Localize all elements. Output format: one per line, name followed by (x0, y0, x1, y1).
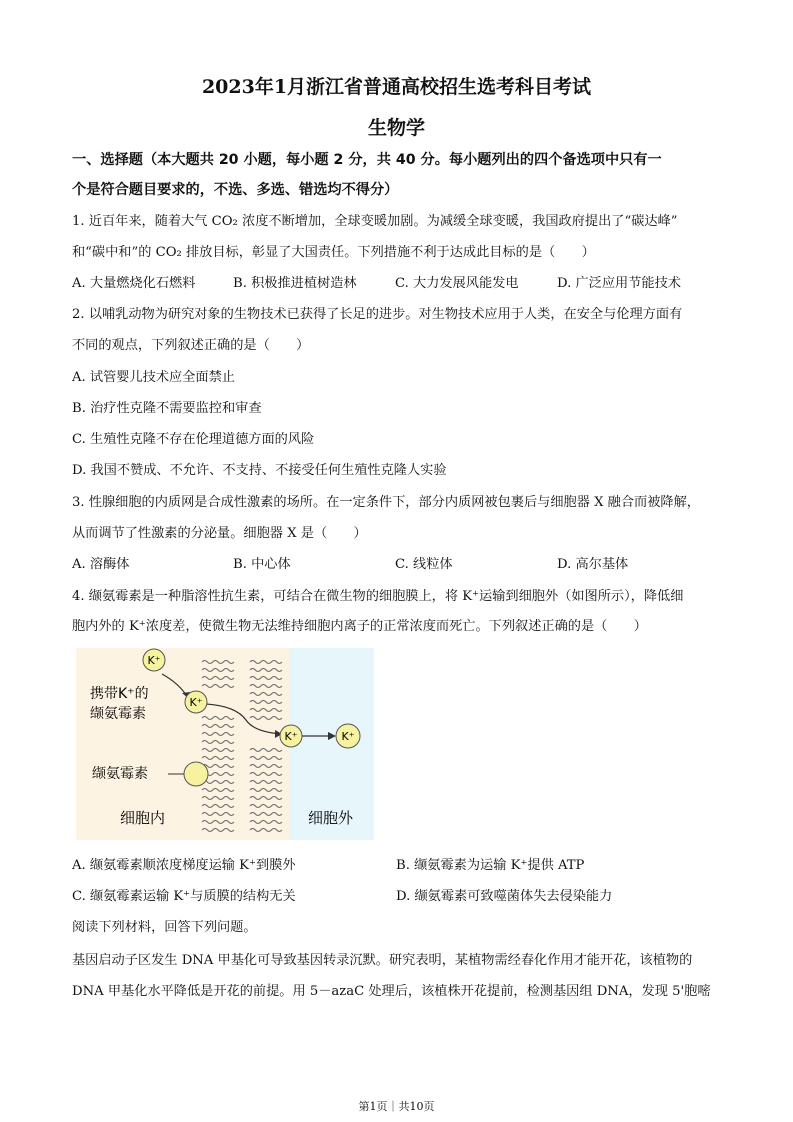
section-heading-line2: 个是符合题目要求的，不选、多选、错选均不得分） (72, 182, 399, 198)
carrier-with-potassium-ion (185, 691, 207, 713)
q4-option-b: B. 缬氨霉素为运输 K⁺提供 ATP (396, 858, 585, 873)
q1-option-b: B. 积极推进植树造林 (233, 276, 357, 291)
q1-stem-line1: 1. 近百年来，随着大气 CO₂ 浓度不断增加，全球变暖加剧。为减缓全球变暖，我国政府提出了“碳达峰” (72, 214, 678, 229)
q4-stem-line2: 胞内外的 K⁺浓度差，使微生物无法维持细胞内离子的正常浓度而死亡。下列叙述正确的是（ ） (72, 619, 647, 634)
q2-stem-line2: 不同的观点，下列叙述正确的是（ ） (72, 338, 310, 353)
section-heading-line1: 一、选择题（本大题共 20 小题，每小题 2 分，共 40 分。每小题列出的四个备选项中只有一 (72, 152, 662, 168)
q2-stem-line1: 2. 以哺乳动物为研究对象的生物技术已获得了长足的进步。对生物技术应用于人类，在安全与伦理方面有 (72, 307, 683, 322)
svg-text:K⁺: K⁺ (341, 730, 355, 743)
q2-option-d: D. 我国不赞成、不允许、不支持、不接受任何生殖性克隆人实验 (72, 463, 447, 478)
free-valinomycin (184, 762, 208, 786)
reading-line1: 基因启动子区发生 DNA 甲基化可导致基因转录沉默。研究表明，某植物需经春化作用才能开花，该植物的 (72, 953, 693, 968)
q4-option-d: D. 缬氨霉素可致噬菌体失去侵染能力 (396, 889, 613, 904)
reading-intro: 阅读下列材料，回答下列问题。 (72, 920, 257, 935)
potassium-ion-membrane-outer (280, 725, 302, 747)
label-cell-outside: 细胞外 (308, 809, 354, 827)
potassium-ion-start (143, 649, 165, 671)
q1-option-d: D. 广泛应用节能技术 (557, 276, 681, 291)
q3-option-c: C. 线粒体 (395, 557, 453, 572)
label-carrying-line1: 携带K⁺的 (90, 686, 149, 702)
q3-stem-line2: 从而调节了性激素的分泌量。细胞器 X 是（ ） (72, 526, 367, 541)
q3-option-d: D. 高尔基体 (557, 557, 629, 572)
q2-option-c: C. 生殖性克隆不存在伦理道德方面的风险 (72, 432, 315, 447)
q4-option-a: A. 缬氨霉素顺浓度梯度运输 K⁺到膜外 (72, 858, 296, 873)
q1-option-a: A. 大量燃烧化石燃料 (72, 276, 196, 291)
q2-option-b: B. 治疗性克隆不需要监控和审查 (72, 401, 262, 416)
page-title: 2023年1月浙江省普通高校招生选考科目考试 (201, 76, 592, 98)
subject-title: 生物学 (367, 117, 425, 139)
svg-text:K⁺: K⁺ (147, 654, 161, 667)
label-valinomycin: 缬氨霉素 (92, 766, 148, 782)
q3-option-a: A. 溶酶体 (72, 557, 130, 572)
q3-stem-line1: 3. 性腺细胞的内质网是合成性激素的场所。在一定条件下，部分内质网被包裹后与细胞器 X 融合而被降解， (72, 495, 700, 510)
label-cell-inside: 细胞内 (120, 809, 166, 827)
q1-option-c: C. 大力发展风能发电 (395, 276, 519, 291)
valinomycin-figure (76, 648, 374, 840)
page-footer: 第1页｜共10页 (358, 1100, 435, 1113)
svg-text:K⁺: K⁺ (284, 730, 298, 743)
q4-option-c: C. 缬氨霉素运输 K⁺与质膜的结构无关 (72, 889, 296, 904)
q4-stem-line1: 4. 缬氨霉素是一种脂溶性抗生素，可结合在微生物的细胞膜上，将 K⁺运输到细胞外（如图所示），降低细 (72, 589, 684, 604)
label-carrying-line2: 缬氨霉素 (90, 706, 146, 722)
q3-option-b: B. 中心体 (233, 557, 291, 572)
reading-line2: DNA 甲基化水平降低是开花的前提。用 5－azaC 处理后，该植株开花提前，检测基因组 DNA，发现 5'胞嘧 (72, 984, 711, 999)
svg-text:K⁺: K⁺ (189, 696, 203, 709)
potassium-ion-released (336, 724, 360, 748)
q1-stem-line2: 和“碳中和”的 CO₂ 排放目标，彰显了大国责任。下列措施不利于达成此目标的是（ ） (72, 245, 595, 260)
q2-option-a: A. 试管婴儿技术应全面禁止 (72, 370, 235, 385)
